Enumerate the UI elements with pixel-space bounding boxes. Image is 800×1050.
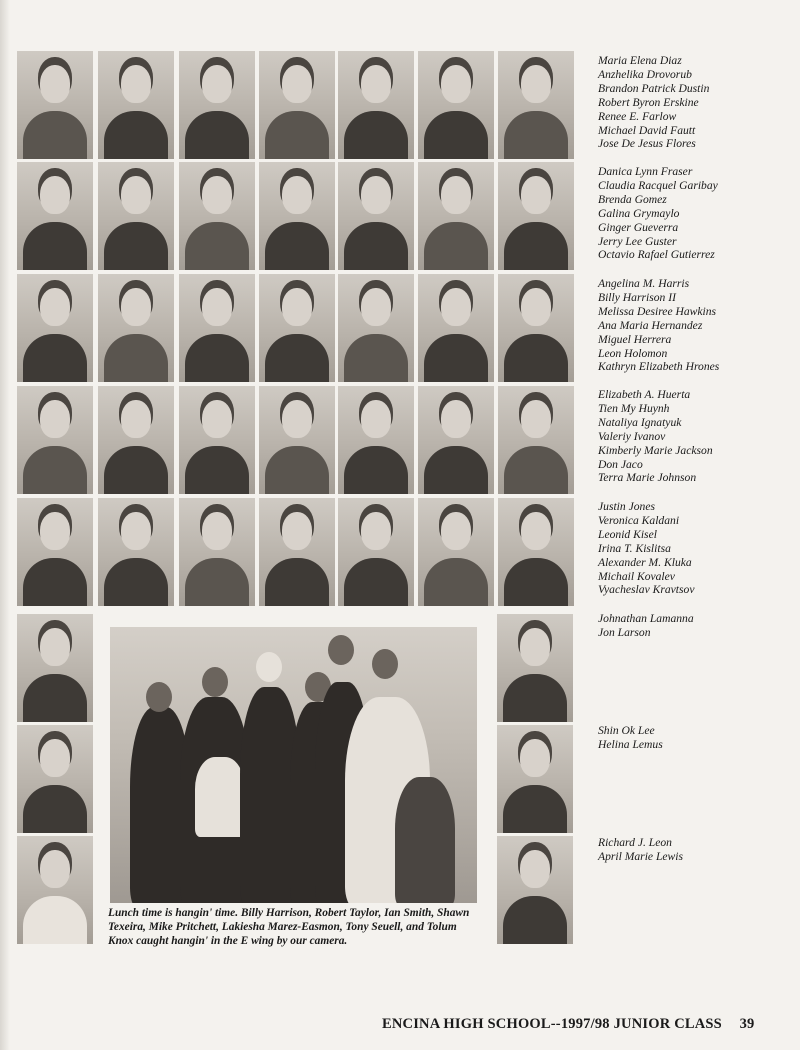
student-portrait xyxy=(179,51,255,159)
student-portrait xyxy=(259,162,335,270)
student-name: Elizabeth A. Huerta xyxy=(598,388,691,401)
student-portrait xyxy=(418,162,494,270)
student-name: Vyacheslav Kravtsov xyxy=(598,583,695,597)
student-name: Claudia Racquel Garibay xyxy=(598,178,718,192)
portrait-lamanna xyxy=(17,614,93,722)
student-name: Valeriy Ivanov xyxy=(598,429,666,443)
student-name: Brenda Gomez xyxy=(598,192,667,206)
student-portrait xyxy=(498,498,574,606)
student-name: Veronica Kaldani xyxy=(598,513,680,527)
student-portrait xyxy=(98,162,174,270)
student-name: Irina T. Kislitsa xyxy=(598,541,671,555)
student-portrait xyxy=(498,274,574,382)
student-name: Leonid Kisel xyxy=(598,527,657,541)
student-name: Jerry Lee Guster xyxy=(598,234,677,248)
student-portrait xyxy=(498,386,574,494)
student-portrait xyxy=(259,51,335,159)
student-portrait xyxy=(259,386,335,494)
page-footer xyxy=(382,1016,755,1033)
student-portrait xyxy=(17,386,93,494)
student-portrait xyxy=(338,498,414,606)
student-name: Kimberly Marie Jackson xyxy=(598,443,713,457)
page-edge xyxy=(0,0,10,1050)
student-name: Renee E. Farlow xyxy=(598,109,677,123)
student-portrait xyxy=(338,162,414,270)
portrait-lemus xyxy=(497,725,573,833)
student-name: Octavio Rafael Gutierrez xyxy=(598,248,715,262)
student-portrait xyxy=(17,274,93,382)
student-name: Justin Jones xyxy=(598,500,655,513)
student-portrait xyxy=(338,274,414,382)
student-name: Robert Byron Erskine xyxy=(598,95,699,109)
student-name: Michail Kovalev xyxy=(598,569,675,583)
student-portrait xyxy=(98,498,174,606)
student-portrait xyxy=(498,51,574,159)
student-portrait xyxy=(179,386,255,494)
student-name: Jose De Jesus Flores xyxy=(598,137,696,151)
student-name: Anzhelika Drovorub xyxy=(598,67,692,81)
footer-title: ENCINA HIGH SCHOOL--1997/98 JUNIOR CLASS xyxy=(382,1016,722,1032)
student-name: Michael David Fautt xyxy=(598,123,696,137)
student-name: Tien My Huynh xyxy=(598,401,670,415)
student-name: Brandon Patrick Dustin xyxy=(598,81,710,95)
student-portrait xyxy=(179,498,255,606)
student-name: Danica Lynn Fraser xyxy=(598,165,693,178)
student-portrait xyxy=(418,274,494,382)
student-portrait xyxy=(259,498,335,606)
student-name: April Marie Lewis xyxy=(598,849,684,863)
student-name: Melissa Desiree Hawkins xyxy=(598,304,717,318)
student-name: Galina Grymaylo xyxy=(598,206,680,220)
names-row-5 xyxy=(598,500,798,597)
page-number: 39 xyxy=(739,1016,755,1032)
student-portrait xyxy=(338,51,414,159)
student-name: Helina Lemus xyxy=(598,737,663,751)
student-portrait xyxy=(17,51,93,159)
student-portrait xyxy=(338,386,414,494)
student-portrait xyxy=(259,274,335,382)
student-portrait xyxy=(179,162,255,270)
portrait-larson xyxy=(497,614,573,722)
student-portrait xyxy=(418,498,494,606)
student-name: Ana Maria Hernandez xyxy=(598,318,703,332)
student-name: Nataliya Ignatyuk xyxy=(598,415,682,429)
student-portrait xyxy=(98,274,174,382)
student-name: Leon Holomon xyxy=(598,346,668,360)
names-row-2 xyxy=(598,165,798,262)
student-name: Johnathan Lamanna xyxy=(598,612,694,625)
student-name: Alexander M. Kluka xyxy=(598,555,692,569)
student-name: Don Jaco xyxy=(598,457,643,471)
student-name: Miguel Herrera xyxy=(598,332,672,346)
student-portrait xyxy=(498,162,574,270)
names-row-1 xyxy=(598,54,798,151)
names-row-3 xyxy=(598,277,798,374)
student-name: Kathryn Elizabeth Hrones xyxy=(598,360,720,374)
student-name: Terra Marie Johnson xyxy=(598,471,697,485)
student-portrait xyxy=(17,162,93,270)
student-name: Shin Ok Lee xyxy=(598,724,655,737)
names-row-4 xyxy=(598,388,798,485)
student-name: Maria Elena Diaz xyxy=(598,54,682,67)
portrait-leon xyxy=(17,836,93,944)
names-row-7 xyxy=(598,724,798,752)
student-name: Angelina M. Harris xyxy=(598,277,690,290)
photo-caption: Lunch time is hangin' time. Billy Harrison, Robert Taylor, Ian Smith, Shawn Texeira, Mike Pritchett, Lakiesha Marez-Easmon, Tony Seuell, and Tolum Knox caught hangin' in the E wing by our camera. xyxy=(108,907,470,947)
student-portrait xyxy=(179,274,255,382)
student-name: Billy Harrison II xyxy=(598,290,676,304)
portrait-lewis xyxy=(497,836,573,944)
student-name: Richard J. Leon xyxy=(598,836,672,849)
student-name: Jon Larson xyxy=(598,625,651,639)
student-portrait xyxy=(17,498,93,606)
student-portrait xyxy=(98,51,174,159)
student-portrait xyxy=(418,386,494,494)
student-portrait xyxy=(98,386,174,494)
names-row-8 xyxy=(598,836,798,864)
names-row-6 xyxy=(598,612,798,640)
student-name: Ginger Gueverra xyxy=(598,220,679,234)
group-photo xyxy=(110,627,477,903)
portrait-lee xyxy=(17,725,93,833)
student-portrait xyxy=(418,51,494,159)
